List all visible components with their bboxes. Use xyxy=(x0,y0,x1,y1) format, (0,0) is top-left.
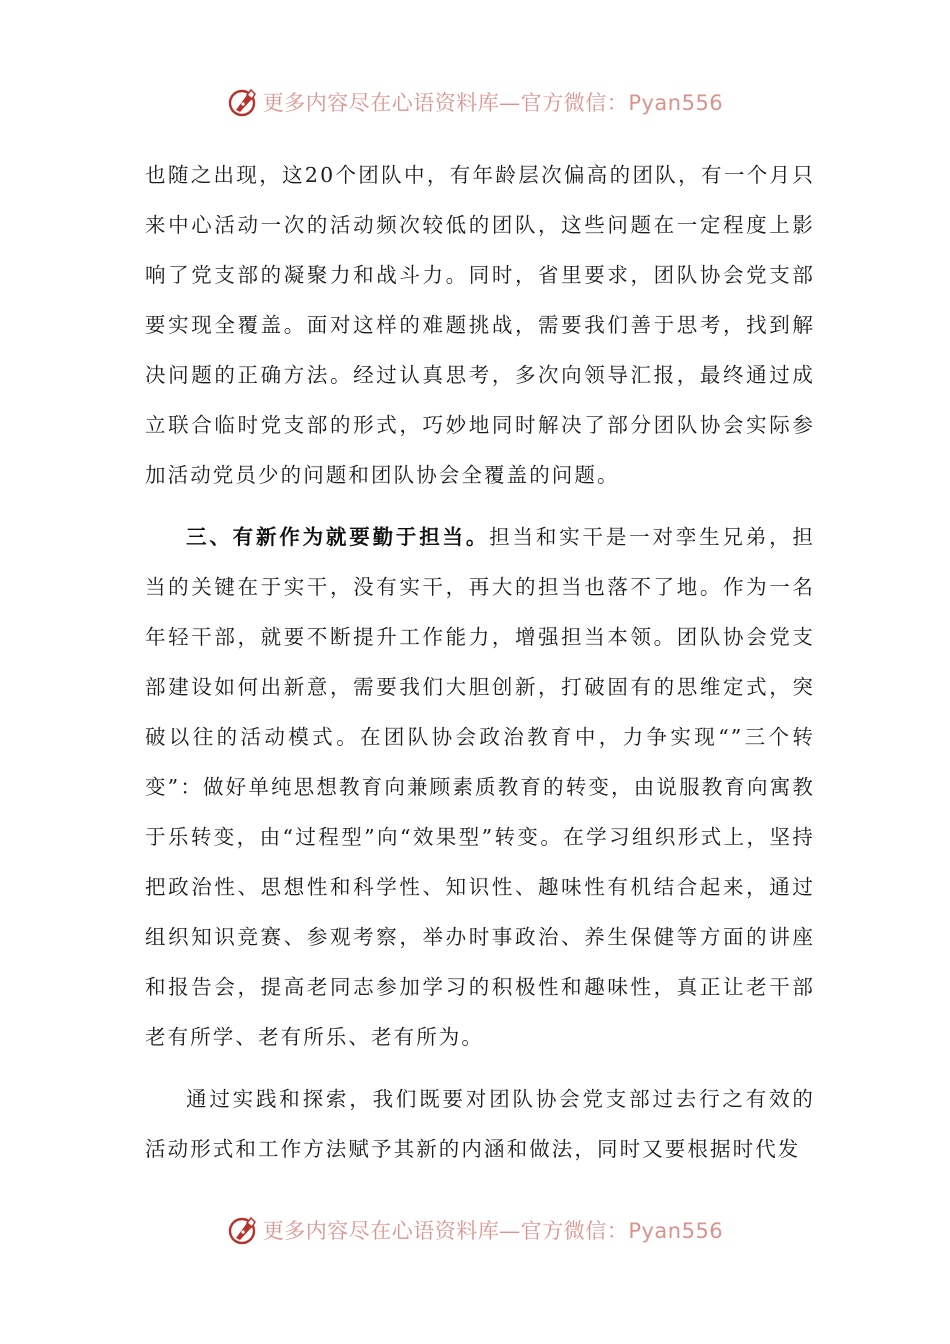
banner-text xyxy=(263,87,723,117)
pen-nib-icon xyxy=(227,1214,259,1246)
document-body xyxy=(145,150,815,1174)
banner-prefix: 更多内容尽在心语资料库—官方微信： xyxy=(262,1219,629,1243)
header-banner xyxy=(0,82,950,122)
paragraph-1 xyxy=(145,150,815,500)
paragraph-2 xyxy=(145,512,815,1062)
section-heading: 三、有新作为就要勤于担当。 xyxy=(186,525,490,549)
paragraph-3 xyxy=(145,1074,815,1174)
pen-nib-icon xyxy=(227,86,259,118)
footer-banner xyxy=(0,1210,950,1250)
paragraph-2-text: 担当和实干是一对孪生兄弟，担当的关键在于实干，没有实干，再大的担当也落不了地。作为一名年轻干部，就要不断提升工作能力，增强担当本领。团队协会党支部建设如何出新意，需要我们大胆创新，打破固有的思维定式，突破以往的活动模式。在团队协会政治教育中，力争实现“”三个转变”：做好单纯思想教育向兼顾素质教育的转变，由说服教育向寓教于乐转变，由“过程型”向“效果型”转变。在学习组织形式上，坚持把政治性、思想性和科学性、知识性、趣味性有机结合起来，通过组织知识竞赛、参观考察，举办时事政治、养生保健等方面的讲座和报告会，提高老同志参加学习的积极性和趣味性，真正让老干部老有所学、老有所乐、老有所为。 xyxy=(145,525,815,1049)
wechat-id: Pyan556 xyxy=(628,91,724,115)
paragraph-1-text: 也随之出现，这20个团队中，有年龄层次偏高的团队，有一个月只来中心活动一次的活动频次较低的团队，这些问题在一定程度上影响了党支部的凝聚力和战斗力。同时，省里要求，团队协会党支部要实现全覆盖。面对这样的难题挑战，需要我们善于思考，找到解决问题的正确方法。经过认真思考，多次向领导汇报，最终通过成立联合临时党支部的形式，巧妙地同时解决了部分团队协会实际参加活动党员少的问题和团队协会全覆盖的问题。 xyxy=(145,163,815,487)
paragraph-3-text: 通过实践和探索，我们既要对团队协会党支部过去行之有效的活动形式和工作方法赋予其新的内涵和做法，同时又要根据时代发 xyxy=(145,1087,815,1161)
banner-prefix: 更多内容尽在心语资料库—官方微信： xyxy=(262,91,629,115)
wechat-id: Pyan556 xyxy=(628,1219,724,1243)
banner-text xyxy=(263,1215,723,1245)
